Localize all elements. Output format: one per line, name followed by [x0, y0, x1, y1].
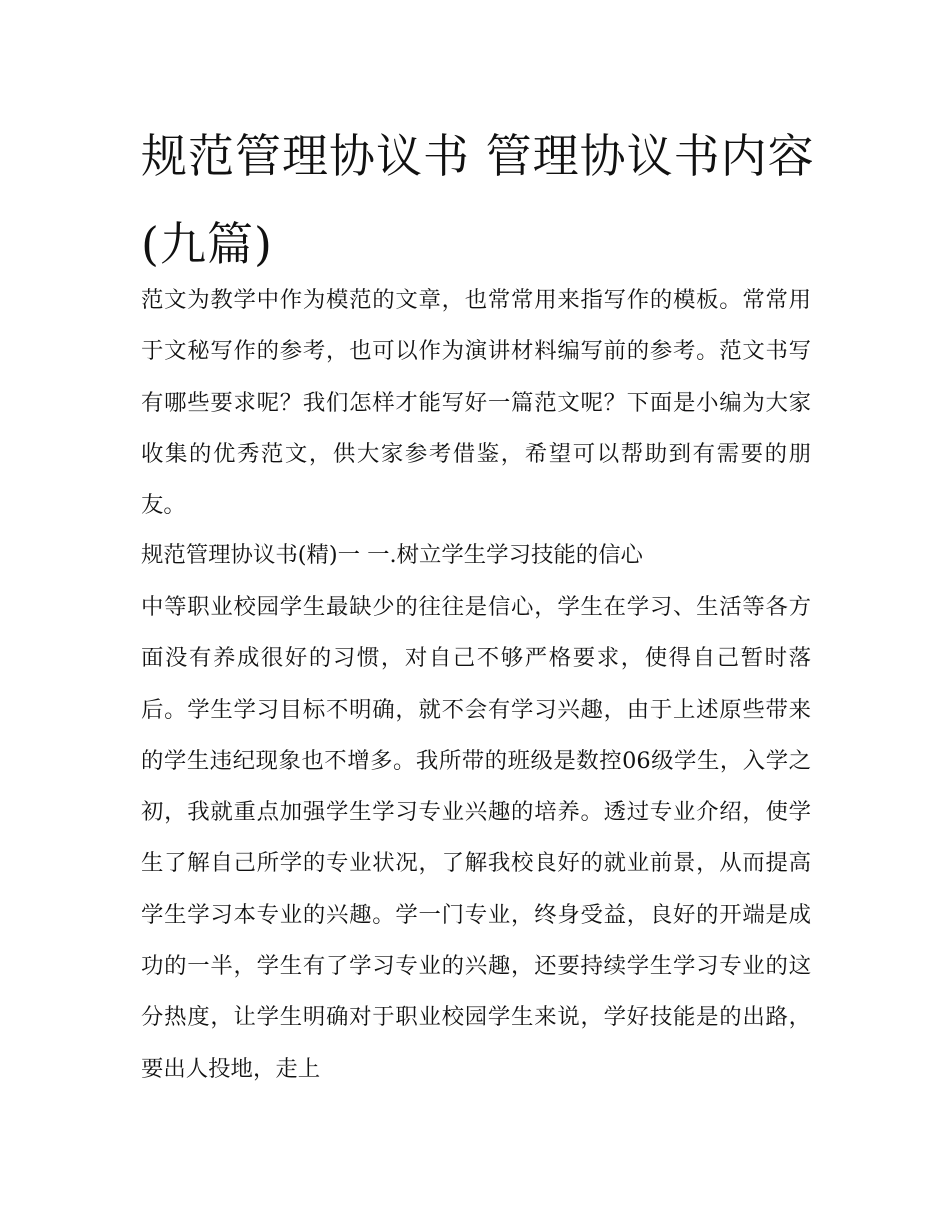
document-title: 规范管理协议书 管理协议书内容(九篇)	[141, 129, 815, 271]
section-heading: 规范管理协议书(精)一 一.树立学生学习技能的信心	[141, 542, 643, 568]
section-body-paragraph: 中等职业校园学生最缺少的往往是信心，学生在学习、生活等各方面没有养成很好的习惯，对自己不够严格要求，使得自己暂时落后。学生学习目标不明确，就不会有学习兴趣，由于上述原些带来的学生违纪现象也不增多。我所带的班级是数控06级学生，入学之初，我就重点加强学生学习专业兴趣的培养。透过专业介绍，使学生了解自己所学的专业状况，了解我校良好的就业前景，从而提高学生学习本专业的兴趣。学一门专业，终身受益，良好的开端是成功的一半，学生有了学习专业的兴趣，还要持续学生学习专业的这分热度，让学生明确对于职业校园学生来说，学好技能是的出路，要出人投地，走上	[141, 594, 811, 1082]
intro-paragraph: 范文为教学中作为模范的文章，也常常用来指写作的模板。常常用于文秘写作的参考，也可以作为演讲材料编写前的参考。范文书写有哪些要求呢？我们怎样才能写好一篇范文呢？下面是小编为大家收集的优秀范文，供大家参考借鉴，希望可以帮助到有需要的朋友。	[141, 287, 811, 519]
